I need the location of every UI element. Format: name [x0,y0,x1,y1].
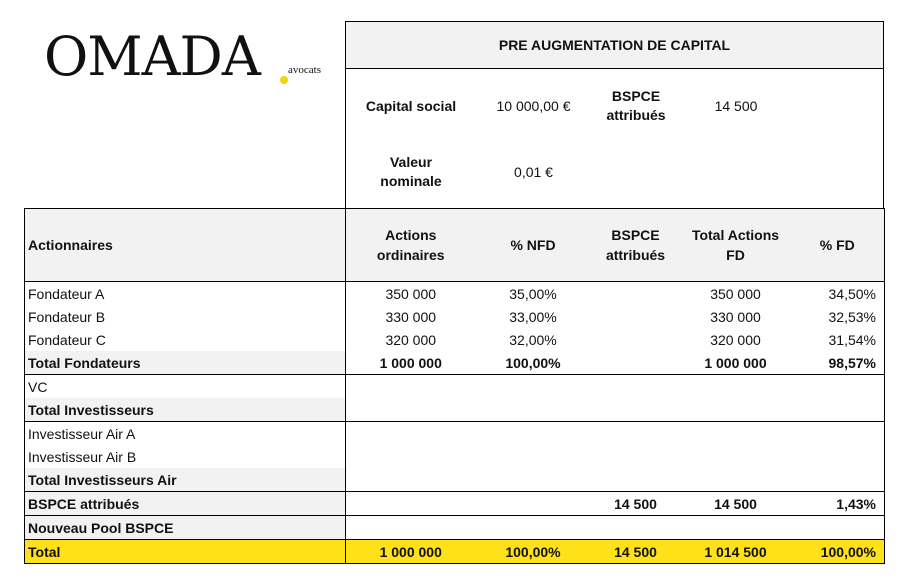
total-actions-fd-cell: 1 000 000 [704,354,767,371]
total-actions-fd-cell [681,398,791,422]
actions-ordinaires-cell [346,422,476,446]
actions-ordinaires-cell [346,492,476,516]
pct-fd-cell [791,445,885,468]
table-row [25,282,885,306]
col-total-actions-fd: Total Actions FD [681,209,791,282]
bspce-attribues-cell [591,398,681,422]
bspce-attribues-cell [591,468,681,492]
bspce-attribues-cell [591,375,681,399]
total-actions-fd-cell [681,468,791,492]
actions-ordinaires-cell [346,398,476,422]
bspce-attribues-value: 14 500 [714,97,758,114]
bspce-attribues-cell [591,328,681,351]
bspce-attribues-cell [591,282,681,306]
table-row [25,445,885,468]
bspce-attribues-cell [591,305,681,328]
table-row [25,351,885,375]
actions-ordinaires-cell [346,445,476,468]
pct-fd-cell [791,468,885,492]
pct-nfd-cell [476,516,591,540]
actions-ordinaires-cell [346,516,476,540]
total-actions-fd-cell [681,375,791,399]
actions-ordinaires-cell: 1 000 000 [346,351,476,375]
actionnaire-name-cell: Fondateur A [25,282,346,306]
logo-subtitle: avocats [288,64,321,76]
table-row [25,398,885,422]
capital-summary-box [345,21,884,208]
omada-logo [44,25,344,90]
pct-fd-cell [791,375,885,399]
actions-ordinaires-cell [346,375,476,399]
bspce-attribues-cell [591,351,681,375]
table-header-row [25,209,885,282]
pct-nfd-cell [476,445,591,468]
actions-ordinaires-cell: 1 000 000 [346,540,476,564]
pct-fd-cell: 1,43% [791,492,885,516]
valeur-nominale-label: Valeur nominale [380,154,442,189]
table-row [25,328,885,351]
total-actions-fd-cell: 330 000 [710,308,761,325]
col-actionnaires: Actionnaires [25,209,346,282]
capital-social-value: 10 000,00 € [496,97,571,114]
pct-nfd-cell: 100,00% [505,354,561,371]
actionnaire-name-cell: Investisseur Air A [25,422,346,446]
bspce-attribues-cell [591,445,681,468]
actions-ordinaires-cell [346,468,476,492]
total-actions-fd-cell: 320 000 [710,331,761,348]
pct-fd-cell: 100,00% [791,540,885,564]
pct-nfd-cell: 33,00% [509,308,557,325]
pct-nfd-cell: 100,00% [476,540,591,564]
actionnaire-name-cell: Fondateur B [25,305,346,328]
actions-ordinaires-cell: 350 000 [346,282,476,306]
bspce-attribues-cell [591,422,681,446]
bspce-attribues-label: BSPCE attribués [606,88,666,123]
table-row [25,305,885,328]
pct-nfd-cell: 35,00% [509,285,557,302]
pct-nfd-cell [476,492,591,516]
total-actions-fd-cell: 350 000 [710,285,761,302]
col-bspce-attribues: BSPCE attribués [591,209,681,282]
actions-ordinaires-cell: 320 000 [346,328,476,351]
total-row [25,540,885,564]
pct-fd-cell: 32,53% [791,305,885,328]
pct-nfd-cell [476,375,591,399]
pct-nfd-cell [476,468,591,492]
bspce-attribues-cell: 14 500 [591,540,681,564]
table-row [25,375,885,399]
table-row [25,492,885,516]
total-actions-fd-cell: 14 500 [681,492,791,516]
actionnaire-name-cell: Investisseur Air B [25,445,346,468]
section-title: PRE AUGMENTATION DE CAPITAL [346,22,883,69]
pct-fd-cell: 31,54% [791,328,885,351]
actionnaire-name-cell: VC [25,375,346,399]
total-actions-fd-cell: 1 014 500 [681,540,791,564]
col-pct-nfd: % NFD [476,209,591,282]
logo-wordmark: OMADA [44,25,260,88]
pct-fd-cell [791,398,885,422]
total-actions-fd-cell [681,422,791,446]
pct-nfd-cell [476,422,591,446]
bspce-attribues-cell [591,516,681,540]
bspce-attribues-cell: 14 500 [591,492,681,516]
table-row [25,422,885,446]
pct-nfd-cell: 32,00% [509,331,557,348]
actionnaire-name-cell: Fondateur C [25,328,346,351]
valeur-nominale-value: 0,01 € [514,163,553,180]
pct-nfd-cell [476,398,591,422]
capital-social-label: Capital social [365,97,457,114]
actionnaire-name-cell: BSPCE attribués [25,492,346,516]
table-row [25,468,885,492]
logo-dot-icon [280,76,288,84]
pct-fd-cell [791,516,885,540]
actionnaire-name-cell: Total Fondateurs [25,351,346,375]
pct-fd-cell [791,422,885,446]
actionnaire-name-cell: Nouveau Pool BSPCE [25,516,346,540]
col-actions-ordinaires: Actions ordinaires [346,209,476,282]
total-actions-fd-cell [681,516,791,540]
col-pct-fd: % FD [791,209,885,282]
actionnaire-name-cell: Total Investisseurs [25,398,346,422]
total-actions-fd-cell [681,445,791,468]
cap-table [24,208,885,564]
pct-fd-cell: 98,57% [791,351,885,375]
pct-fd-cell: 34,50% [791,282,885,306]
actionnaire-name-cell: Total Investisseurs Air [25,468,346,492]
actions-ordinaires-cell: 330 000 [346,305,476,328]
actionnaire-name-cell: Total [25,540,346,564]
table-row [25,516,885,540]
